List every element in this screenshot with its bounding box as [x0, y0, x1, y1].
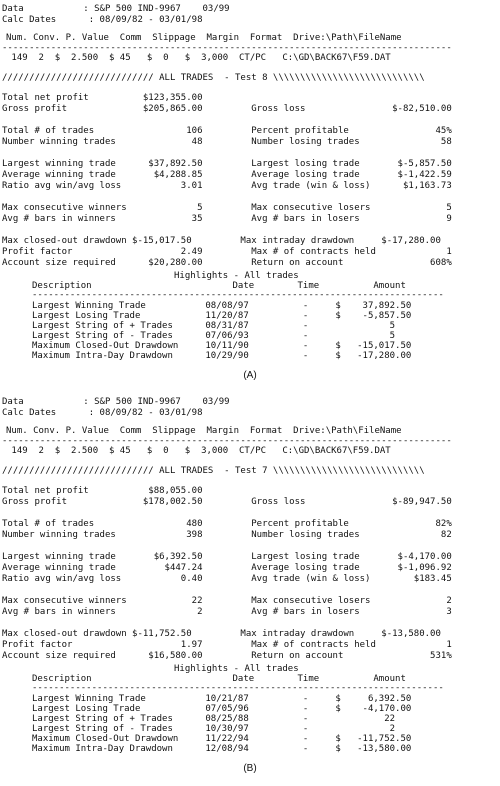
stat-line: Avg # bars in winners 2 Avg # bars in losers 3: [2, 607, 452, 617]
highlight-row: Largest Winning Trade 08/08/97 - $ 37,892.50: [32, 301, 412, 311]
settings-header: Num. Conv. P. Value Comm Slippage Margin Format Drive:\Path\FileName: [6, 33, 402, 43]
highlight-row: Largest String of - Trades 07/06/93 - 5: [32, 331, 396, 341]
stat-line: Total # of trades 106 Percent profitable 45%: [2, 126, 452, 136]
figure-caption: (B): [243, 763, 257, 774]
stat-line: Number winning trades 398 Number losing trades 82: [2, 530, 452, 540]
highlights-rule: ----------------------------------------------------------------------------: [32, 683, 444, 693]
stat-line: Max consecutive winners 5 Max consecutive losers 5: [2, 203, 452, 213]
highlights-header: Description Date Time Amount: [32, 674, 406, 684]
highlight-row: Largest String of - Trades 10/30/97 - 2: [32, 724, 396, 734]
dashed-rule: -----------------------------------------------------------------------------------: [2, 43, 452, 53]
banner: //////////////////////////// ALL TRADES - Test 7 \\\\\\\\\\\\\\\\\\\\\\\\\\\\: [2, 466, 425, 476]
highlight-row: Largest String of + Trades 08/25/88 - 22: [32, 714, 396, 724]
data-line: Data : S&P 500 IND-9967 03/99: [2, 4, 230, 14]
stat-line: Max closed-out drawdown $-15,017.50 Max intraday drawdown $-17,280.00: [2, 236, 441, 246]
stat-line: Average winning trade $447.24 Average losing trade $-1,096.92: [2, 563, 452, 573]
calc-dates-line: Calc Dates : 08/09/82 - 03/01/98: [2, 15, 203, 25]
stat-line: Ratio avg win/avg loss 3.01 Avg trade (win & loss) $1,163.73: [2, 181, 452, 191]
stat-line: Account size required $16,580.00 Return on account 531%: [2, 651, 452, 661]
banner: //////////////////////////// ALL TRADES - Test 8 \\\\\\\\\\\\\\\\\\\\\\\\\\\\: [2, 73, 425, 83]
settings-values: 149 2 $ 2.500 $ 45 $ 0 $ 3,000 CT/PC C:\GD\BACK67\F59.DAT: [6, 446, 391, 456]
stat-line: Max closed-out drawdown $-11,752.50 Max intraday drawdown $-13,580.00: [2, 629, 441, 639]
highlight-row: Largest Losing Trade 11/20/87 - $ -5,857.50: [32, 311, 412, 321]
stat-line: Profit factor 1.97 Max # of contracts held 1: [2, 640, 452, 650]
stat-line: Gross profit $205,865.00 Gross loss $-82,510.00: [2, 104, 452, 114]
stat-line: Average winning trade $4,288.85 Average losing trade $-1,422.59: [2, 170, 452, 180]
stat-line: Largest winning trade $37,892.50 Largest losing trade $-5,857.50: [2, 159, 452, 169]
stat-line: Total net profit $88,055.00: [2, 486, 203, 496]
data-line: Data : S&P 500 IND-9967 03/99: [2, 397, 230, 407]
report-b: [0, 393, 500, 786]
highlight-row: Maximum Closed-Out Drawdown 10/11/90 - $ -15,017.50: [32, 341, 412, 351]
highlight-row: Maximum Closed-Out Drawdown 11/22/94 - $ -11,752.50: [32, 734, 412, 744]
settings-values: 149 2 $ 2.500 $ 45 $ 0 $ 3,000 CT/PC C:\GD\BACK67\F59.DAT: [6, 53, 391, 63]
stat-line: Profit factor 2.49 Max # of contracts held 1: [2, 247, 452, 257]
stat-line: Avg # bars in winners 35 Avg # bars in losers 9: [2, 214, 452, 224]
highlight-row: Maximum Intra-Day Drawdown 12/08/94 - $ -13,580.00: [32, 744, 412, 754]
highlight-row: Largest String of + Trades 08/31/87 - 5: [32, 321, 396, 331]
settings-header: Num. Conv. P. Value Comm Slippage Margin Format Drive:\Path\FileName: [6, 426, 402, 436]
stat-line: Total # of trades 480 Percent profitable 82%: [2, 519, 452, 529]
highlights-title: Highlights - All trades: [174, 664, 299, 674]
calc-dates-line: Calc Dates : 08/09/82 - 03/01/98: [2, 408, 203, 418]
highlight-row: Maximum Intra-Day Drawdown 10/29/90 - $ -17,280.00: [32, 351, 412, 361]
stat-line: Number winning trades 48 Number losing trades 58: [2, 137, 452, 147]
highlights-title: Highlights - All trades: [174, 271, 299, 281]
stat-line: Ratio avg win/avg loss 0.40 Avg trade (win & loss) $183.45: [2, 574, 452, 584]
figure-caption: (A): [243, 370, 257, 381]
stat-line: Largest winning trade $6,392.50 Largest losing trade $-4,170.00: [2, 552, 452, 562]
highlights-header: Description Date Time Amount: [32, 281, 406, 291]
highlights-rule: ----------------------------------------------------------------------------: [32, 290, 444, 300]
stat-line: Gross profit $178,002.50 Gross loss $-89,947.50: [2, 497, 452, 507]
stat-line: Total net profit $123,355.00: [2, 93, 203, 103]
dashed-rule: -----------------------------------------------------------------------------------: [2, 436, 452, 446]
highlight-row: Largest Losing Trade 07/05/96 - $ -4,170.00: [32, 704, 412, 714]
stat-line: Max consecutive winners 22 Max consecutive losers 2: [2, 596, 452, 606]
stat-line: Account size required $20,280.00 Return on account 608%: [2, 258, 452, 268]
highlight-row: Largest Winning Trade 10/21/87 - $ 6,392.50: [32, 694, 412, 704]
